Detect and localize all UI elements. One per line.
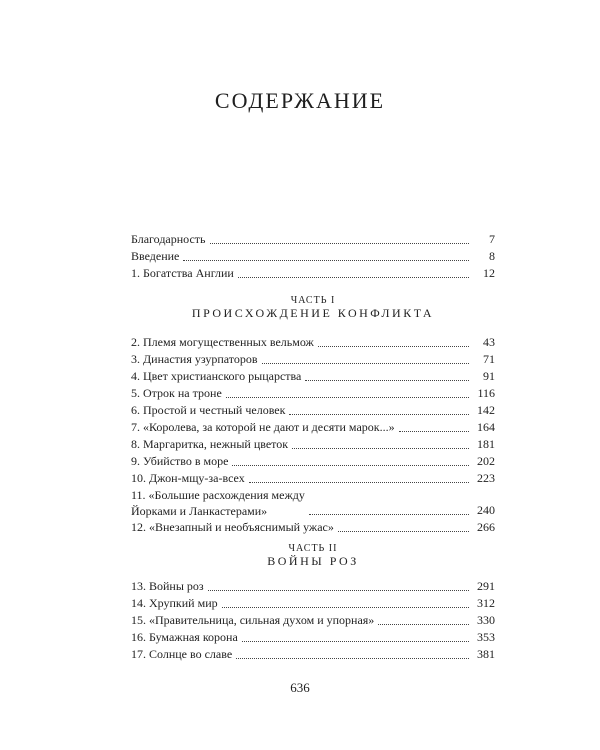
toc-entry-label: 3. Династия узурпаторов [131, 352, 258, 366]
toc-entry[interactable] [131, 436, 495, 453]
toc-entry-label-line-2: Йорками и Ланкастерами» [131, 504, 268, 518]
leader-dots [238, 276, 469, 278]
toc-entry-page: 381 [477, 647, 495, 661]
leader-dots [183, 259, 469, 261]
toc-entry-page: 223 [477, 471, 495, 485]
toc-entry[interactable] [131, 612, 495, 629]
toc-entry-page: 91 [483, 369, 495, 383]
page-number: 636 [290, 680, 310, 695]
toc-entry[interactable] [131, 419, 495, 436]
part-2-heading [131, 543, 495, 569]
leader-dots [289, 413, 469, 415]
toc-entry[interactable] [131, 646, 495, 663]
toc-entry-page: 266 [477, 520, 495, 534]
part-2-title: ВОЙНЫ РОЗ [267, 554, 359, 568]
leader-dots [208, 589, 469, 591]
toc-entry[interactable] [131, 453, 495, 470]
toc-entry-page: 240 [477, 503, 495, 517]
toc-entry-page: 7 [489, 232, 495, 246]
toc-entry-page: 181 [477, 437, 495, 451]
toc-entry-page: 43 [483, 335, 495, 349]
leader-dots [242, 640, 469, 642]
leader-dots [249, 481, 469, 483]
toc-part-2 [131, 578, 495, 663]
toc-entry-label: 14. Хрупкий мир [131, 596, 218, 610]
leader-dots [222, 606, 469, 608]
toc-entry-label: 7. «Королева, за которой не дают и десяти марок...» [131, 420, 395, 434]
toc-entry-label: 10. Джон-мщу-за-всех [131, 471, 245, 485]
toc-entry-page: 116 [477, 386, 495, 400]
toc-entry[interactable] [131, 351, 495, 368]
toc-entry-label: 13. Войны роз [131, 579, 204, 593]
toc-entry[interactable] [131, 231, 495, 248]
toc-entry-label: 1. Богатства Англии [131, 266, 234, 280]
leader-dots [232, 464, 469, 466]
toc-entry-page: 202 [477, 454, 495, 468]
toc-entry-page: 330 [477, 613, 495, 627]
page-title: СОДЕРЖАНИЕ [214, 88, 386, 113]
toc-entry-page: 353 [477, 630, 495, 644]
leader-dots [305, 379, 469, 381]
leader-dots [378, 623, 469, 625]
leader-dots [226, 396, 469, 398]
toc-entry-page: 312 [477, 596, 495, 610]
toc-entry-label: 17. Солнце во славе [131, 647, 233, 661]
toc-entry[interactable] [131, 265, 495, 282]
toc-entry[interactable] [131, 519, 495, 536]
toc-entry[interactable] [131, 595, 495, 612]
toc-entry[interactable] [131, 248, 495, 265]
leader-dots [262, 362, 469, 364]
toc-entry-label: 2. Племя могущественных вельмож [131, 335, 314, 349]
toc-entry[interactable] [131, 368, 495, 385]
toc-entry-label: 16. Бумажная корона [131, 630, 238, 644]
leader-dots [338, 530, 469, 532]
leader-dots [309, 513, 469, 515]
toc-entry-label: Благодарность [131, 232, 206, 246]
toc-entry-page: 8 [489, 249, 495, 263]
leader-dots [236, 657, 469, 659]
toc-entry[interactable] [131, 470, 495, 487]
toc-entry-label: 4. Цвет христианского рыцарства [131, 369, 302, 383]
part-1-heading [131, 295, 495, 321]
part-2-label: ЧАСТЬ II [288, 543, 338, 554]
toc-part-1 [131, 334, 495, 536]
toc-entry-label: 9. Убийство в море [131, 454, 229, 468]
toc-entry[interactable] [131, 578, 495, 595]
toc-entry-page: 12 [483, 266, 495, 280]
toc-entry-label: Введение [131, 249, 180, 263]
toc-entry-label: 8. Маргаритка, нежный цветок [131, 437, 289, 451]
leader-dots [292, 447, 469, 449]
toc-entry[interactable] [131, 629, 495, 646]
toc-entry[interactable] [131, 487, 495, 519]
leader-dots [210, 242, 469, 244]
toc-entry-label [131, 487, 305, 519]
leader-dots [318, 345, 469, 347]
toc-entry[interactable] [131, 334, 495, 351]
leader-dots [399, 430, 469, 432]
toc-entry[interactable] [131, 385, 495, 402]
toc-entry-page: 71 [483, 352, 495, 366]
toc-front-matter [131, 231, 495, 282]
part-1-label: ЧАСТЬ I [290, 295, 336, 306]
toc-entry[interactable] [131, 402, 495, 419]
toc-entry-page: 142 [477, 403, 495, 417]
toc-entry-label-line-1: 11. «Большие расхождения между [131, 488, 305, 502]
toc-entry-page: 164 [477, 420, 495, 434]
toc-entry-label: 5. Отрок на троне [131, 386, 222, 400]
toc-entry-page: 291 [477, 579, 495, 593]
toc-entry-label: 6. Простой и честный человек [131, 403, 286, 417]
toc-entry-label: 15. «Правительница, сильная духом и упорная» [131, 613, 375, 627]
part-1-title: ПРОИСХОЖДЕНИЕ КОНФЛИКТА [191, 306, 435, 320]
toc-entry-label: 12. «Внезапный и необъяснимый ужас» [131, 520, 334, 534]
